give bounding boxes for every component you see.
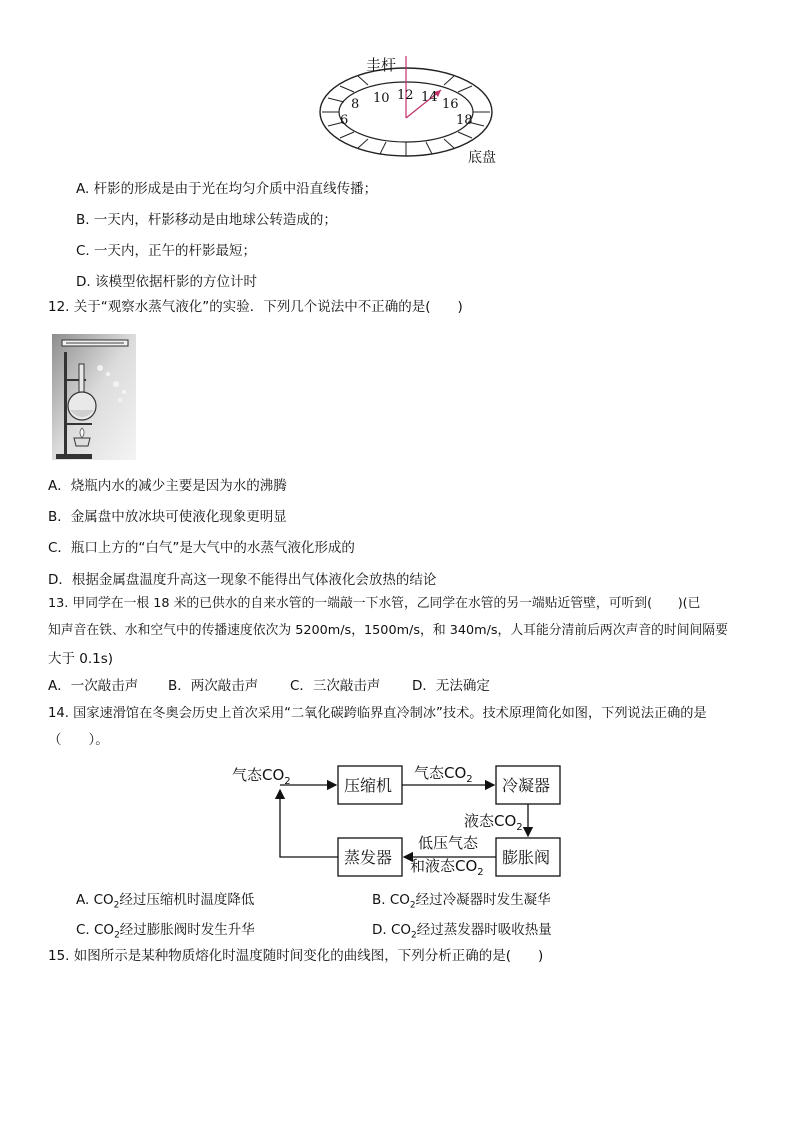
q11-option-d: D. 该模型依据杆影的方位计时 [76,274,257,290]
label-gas-co2-top: 气态$CO_2$ [414,764,473,785]
q12-stem: 12. 关于“观察水蒸气液化”的实验．下列几个说法中不正确的是( ) [48,299,463,315]
evaporator-label: 蒸发器 [344,848,393,867]
return-line [280,790,338,857]
hour-label: 10 [373,91,390,106]
label-liquid-co2: 液态$CO_2$ [464,812,523,833]
hour-label: 12 [397,88,414,103]
q13-option-c: C．三次敲击声 [290,678,381,694]
hour-label: 14 [421,90,438,105]
label-and-liquid-co2: 和液态$CO_2$ [410,857,484,878]
label-low-pressure: 低压气态 [418,834,479,852]
burner [74,438,90,446]
q11-option-b: B. 一天内，杆影移动是由地球公转造成的； [76,212,337,228]
stand-base [56,454,92,459]
compressor-label: 压缩机 [344,776,393,795]
q12-option-c: C．瓶口上方的“白气”是大气中的水蒸气液化形成的 [48,540,355,556]
q11-option-a: A. 杆影的形成是由于光在均匀介质中沿直线传播； [76,181,378,197]
q13-stem-line1: 13. 甲同学在一根 18 米的已供水的自来水管的一端敲一下水管，乙同学在水管的另一端贴近管壁，可听到( )(已 [48,596,701,611]
gnomon-label: 圭杆 [366,56,397,74]
q13-stem-line2: 知声音在铁、水和空气中的传播速度依次为 5200m/s，1500m/s，和 340m/s，人耳能分清前后两次声音的时间间隔要 [48,623,728,638]
q13-option-a: A．一次敲击声 [48,678,139,694]
co2-cycle-diagram [228,758,568,882]
q12-option-a: A．烧瓶内水的减少主要是因为水的沸腾 [48,478,287,494]
q13-option-d: D．无法确定 [412,678,490,694]
hour-label: 6 [340,113,349,128]
q12-option-d: D．根据金属盘温度升高这一现象不能得出气体液化会放热的结论 [48,572,437,588]
q12-option-b: B．金属盘中放冰块可使液化现象更明显 [48,509,287,525]
label-gas-co2-left: 气态$CO_2$ [232,766,291,787]
valve-label: 膨胀阀 [502,848,551,867]
q14-option-c: C. $CO_2$经过膨胀阀时发生升华 [76,922,255,941]
condenser-label: 冷凝器 [502,776,551,795]
hour-label: 18 [456,113,473,128]
q14-option-a: A. $CO_2$经过压缩机时温度降低 [76,892,255,911]
q15-stem: 15. 如图所示是某种物质熔化时温度随时间变化的曲线图，下列分析正确的是( ) [48,948,544,964]
q13-option-b: B．两次敲击声 [168,678,259,694]
q13-stem-line3: 大于 0.1s) [48,651,114,667]
experiment-photo [52,334,136,460]
q14-option-d: D. $CO_2$经过蒸发器时吸收热量 [372,922,552,941]
base-label: 底盘 [468,150,496,166]
stand-rod [64,352,67,456]
sundial-figure [310,50,510,170]
q11-option-c: C. 一天内，正午的杆影最短； [76,243,257,259]
hour-label: 8 [351,97,360,112]
q14-stem-line2: （ ）。 [48,732,109,748]
hour-label: 16 [442,97,459,112]
q14-option-b: B. $CO_2$经过冷凝器时发生凝华 [372,892,551,911]
q14-stem-line1: 14. 国家速滑馆在冬奥会历史上首次采用“二氧化碳跨临界直冷制冰”技术。技术原理简化如图，下列说法正确的是 [48,706,707,721]
